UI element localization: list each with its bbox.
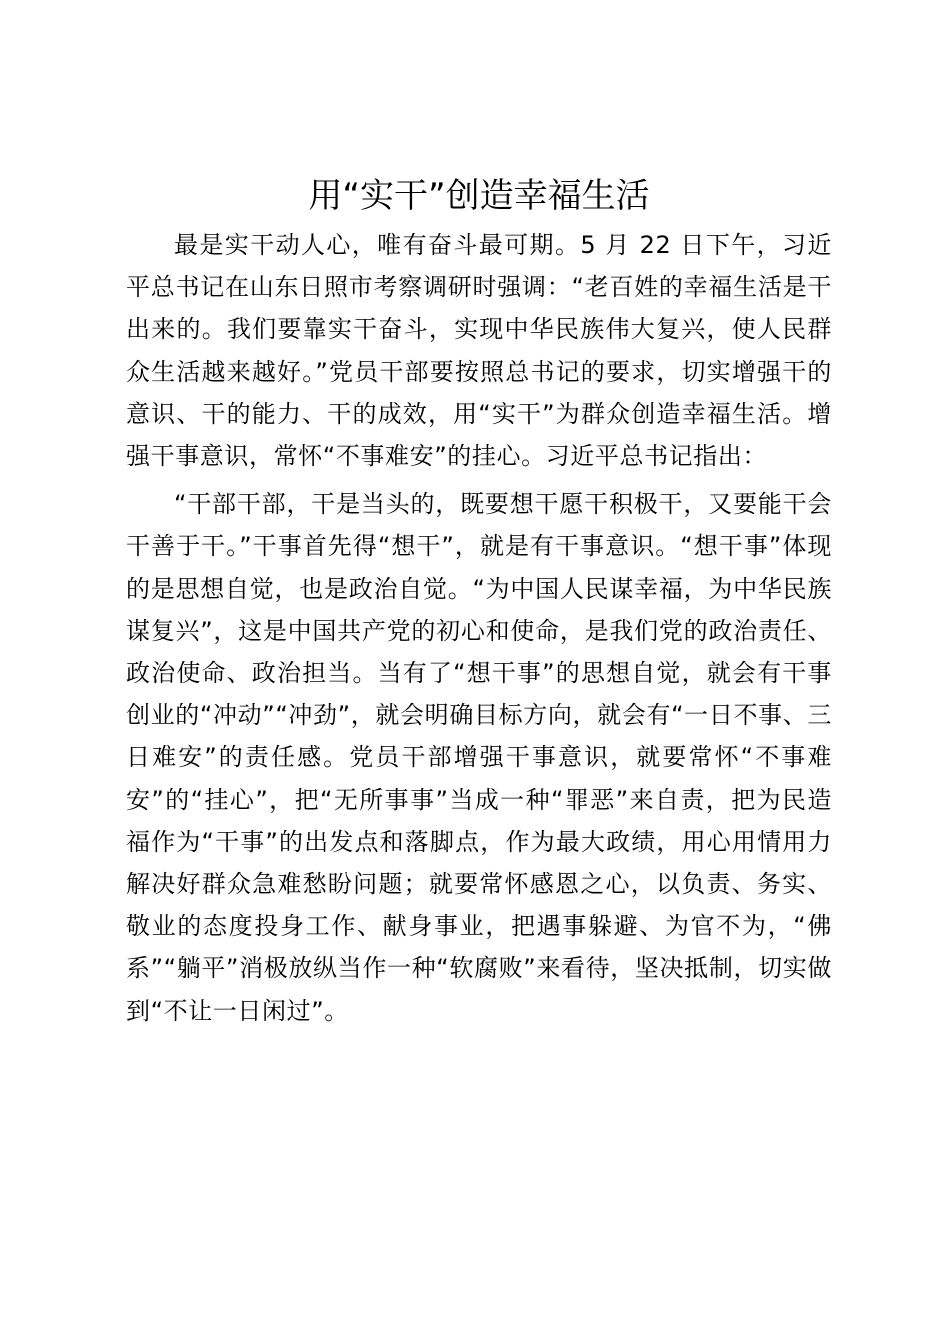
document-page <box>126 168 832 1032</box>
paragraph-2: “干部干部，干是当头的，既要想干愿干积极干，又要能干会干善于干。”干事首先得“想干”，就是有干事意识。“想干事”体现的是思想自觉，也是政治自觉。“为中国人民谋幸福，为中华民族谋复兴”，这是中国共产党的初心和使命，是我们党的政治责任、政治使命、政治担当。当有了“想干事”的思想自觉，就会有干事创业的“冲动”“冲劲”，就会明确目标方向，就会有“一日不事、三日难安”的责任感。党员干部增强干事意识，就要常怀“不事难安”的“挂心”，把“无所事事”当成一种“罪恶”来自责，把为民造福作为“干事”的出发点和落脚点，作为最大政绩，用心用情用力解决好群众急难愁盼问题；就要常怀感恩之心，以负责、务实、敬业的态度投身工作、献身事业，把遇事躲避、为官不为，“佛系”“躺平”消极放纵当作一种“软腐败”来看待，坚决抵制，切实做到“不让一日闲过”。 <box>126 490 832 1025</box>
document-title: 用“实干”创造幸福生活 <box>308 176 650 216</box>
paragraph-1: 最是实干动人心，唯有奋斗最可期。5 月 22 日下午，习近平总书记在山东日照市考察调研时强调：“老百姓的幸福生活是干出来的。我们要靠实干奋斗，实现中华民族伟大复兴，使人民群众生活越来越好。”党员干部要按照总书记的要求，切实增强干的意识、干的能力、干的成效，用“实干”为群众创造幸福生活。增强干事意识，常怀“不事难安”的挂心。习近平总书记指出： <box>126 231 832 471</box>
